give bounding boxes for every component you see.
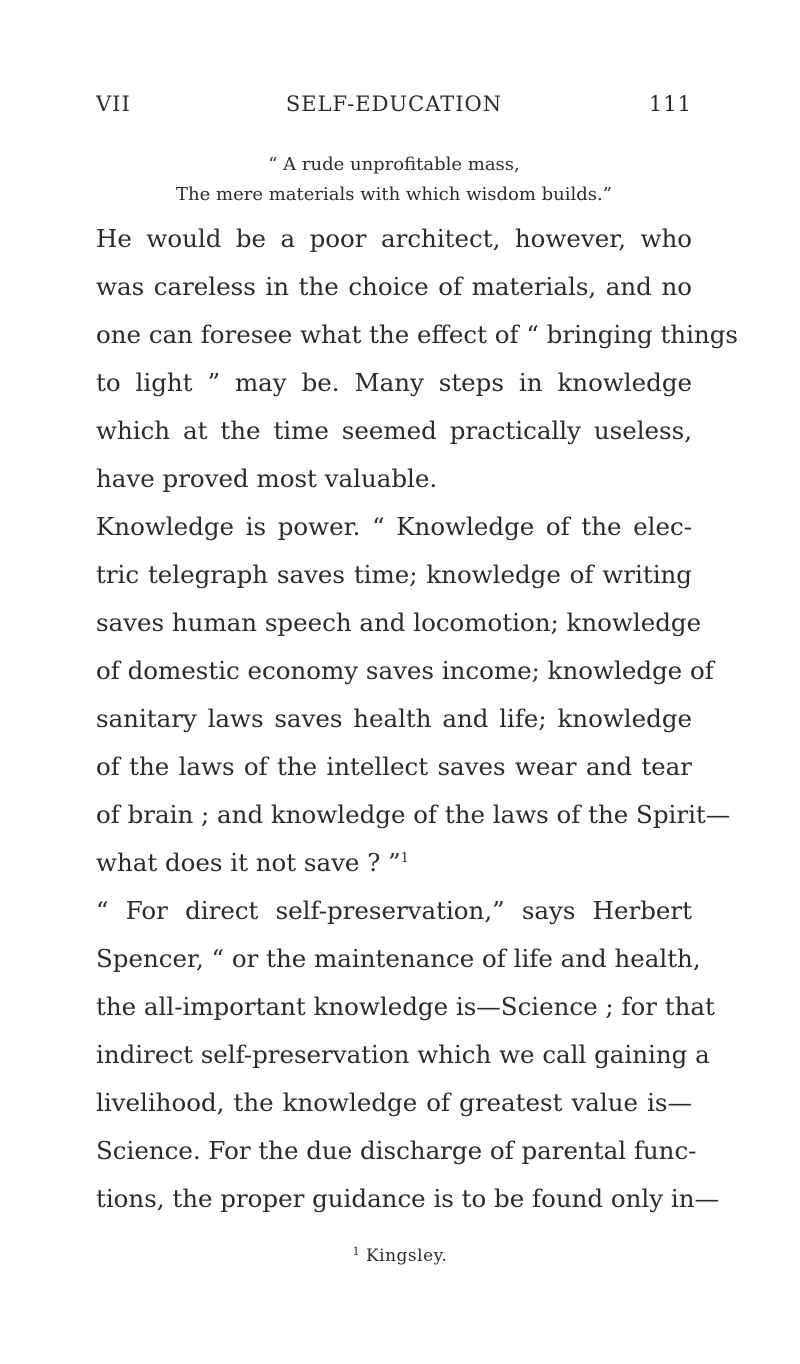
body-line-text: what does it not save ? ” [96,848,401,877]
body-line: to light ” may be. Many steps in knowledge [96,368,692,397]
body-line: sanitary laws saves health and life; knowledge [96,704,692,733]
body-line: Science. For the due discharge of parental func- [96,1136,697,1165]
body-line: of domestic economy saves income; knowledge of [96,656,714,685]
epigraph-line: “ A rude unprofitable mass, [268,154,520,175]
body-line: saves human speech and locomotion; knowledge [96,608,702,637]
body-line: one can foresee what the effect of “ bringing things [96,320,738,349]
epigraph-line: The mere materials with which wisdom builds.” [176,184,612,205]
body-line: Spencer, “ or the maintenance of life and health, [96,944,701,973]
footnote-ref: 1 [400,851,409,866]
body-line [96,847,692,879]
body-line: which at the time seemed practically useless, [96,416,692,445]
body-line: livelihood, the knowledge of greatest value is— [96,1088,692,1117]
body-line: tric telegraph saves time; knowledge of writing [96,560,692,589]
body-line: of brain ; and knowledge of the laws of the Spirit— [96,800,731,829]
page-number: 111 [648,92,692,116]
footnote [0,1245,800,1266]
page-header [96,92,692,124]
footnote-text: Kingsley. [365,1246,448,1266]
body-line: the all-important knowledge is—Science ; for that [96,992,715,1021]
footnote-marker: 1 [352,1245,361,1258]
chapter-number: VII [96,92,131,116]
body-line: was careless in the choice of materials, and no [96,272,692,301]
epigraph [96,150,692,210]
body-line: have proved most valuable. [96,464,438,493]
running-title: SELF-EDUCATION [285,92,503,116]
body-line: tions, the proper guidance is to be found only in— [96,1184,719,1213]
body-line: “ For direct self-preservation,” says Herbert [96,896,692,925]
body-line: Knowledge is power. “ Knowledge of the elec- [96,512,692,541]
body-line: indirect self-preservation which we call gaining a [96,1040,710,1069]
body-line: He would be a poor architect, however, who [96,224,692,253]
body-line: of the laws of the intellect saves wear and tear [96,752,692,781]
